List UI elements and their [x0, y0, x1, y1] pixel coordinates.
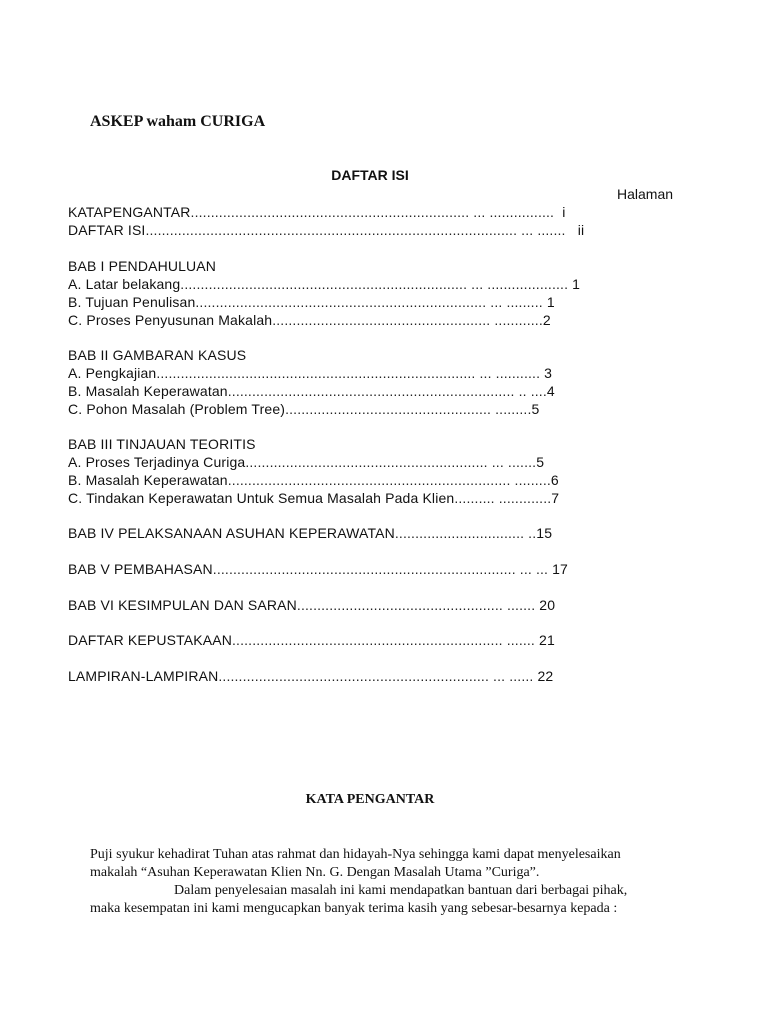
toc-entry — [68, 524, 552, 542]
toc-page-number: 20 — [535, 597, 556, 613]
toc-leader: ....................................................................... .. .... — [227, 383, 547, 399]
toc-page-number: ii — [565, 222, 585, 238]
toc-leader: ..................................................................... ... ................ — [190, 204, 555, 220]
paragraph-line: maka kesempatan ini kami mengucapkan banyak terima kasih yang sebesar-besarnya kepada : — [90, 901, 618, 916]
toc-leader: ................................................................... ... ...... — [218, 668, 534, 684]
toc-leader: ............................................................................... ... ........... — [156, 365, 541, 381]
paragraph-line: makalah “Asuhan Keperawatan Klien Nn. G. Dengan Masalah Utama ”Curiga”. — [90, 865, 540, 880]
toc-entry — [68, 203, 565, 221]
toc-page-number: 17 — [548, 561, 568, 577]
toc-leader: ............................................................................................ ... ....... — [145, 222, 566, 238]
toc-entry-text: BAB II GAMBARAN KASUS — [68, 347, 247, 363]
toc-leader: ................................................... ....... — [296, 597, 536, 613]
toc-page-number: 2 — [542, 312, 551, 328]
toc-entry-text: BAB III TINJAUAN TEORITIS — [68, 436, 256, 452]
toc-leader: ........................................................................... ... ... — [212, 561, 549, 577]
toc-entry — [68, 311, 551, 329]
toc-leader: ................................ .. — [394, 525, 537, 541]
page-column-label: Halaman — [617, 186, 674, 202]
toc-leader: ................................................................... ....... — [232, 632, 535, 648]
toc-page-number: 4 — [546, 383, 555, 399]
toc-section-heading — [68, 435, 256, 453]
toc-entry-text: BAB VI KESIMPULAN DAN SARAN — [68, 597, 297, 613]
toc-page-number: 1 — [568, 276, 581, 292]
toc-entry — [68, 453, 544, 471]
toc-entry — [68, 667, 553, 685]
toc-entry — [68, 596, 555, 614]
toc-entry-text: C. Pohon Masalah (Problem Tree) — [68, 401, 286, 417]
toc-entry-text: C. Proses Penyusunan Makalah — [68, 312, 273, 328]
toc-leader: ................................................... ......... — [285, 401, 532, 417]
toc-entry — [68, 364, 552, 382]
toc-entry-text: A. Pengkajian — [68, 365, 157, 381]
toc-entry-text: BAB IV PELAKSANAAN ASUHAN KEPERAWATAN — [68, 525, 395, 541]
toc-page-number: 1 — [542, 294, 555, 310]
toc-entry — [68, 382, 555, 400]
toc-leader: ....................................................................... ... .................... — [180, 276, 569, 292]
toc-entry-text: C. Tindakan Keperawatan Untuk Semua Masalah Pada Klien — [68, 490, 455, 506]
kata-pengantar-heading: KATA PENGANTAR — [305, 792, 435, 807]
toc-section-heading — [68, 257, 216, 275]
toc-entry — [68, 471, 559, 489]
toc-page-number: 22 — [533, 668, 554, 684]
toc-page-number: i — [554, 204, 566, 220]
toc-entry-text: BAB I PENDAHULUAN — [68, 258, 217, 274]
toc-entry-text: LAMPIRAN-LAMPIRAN — [68, 668, 219, 684]
toc-section-heading — [68, 346, 246, 364]
paragraph-line: Puji syukur kehadirat Tuhan atas rahmat dan hidayah-Nya sehingga kami dapat menyelesaikan — [90, 847, 621, 862]
toc-entry — [68, 275, 580, 293]
toc-entry-text: DAFTAR KEPUSTAKAAN — [68, 632, 232, 648]
toc-page-number: 6 — [550, 472, 559, 488]
toc-page-number: 3 — [540, 365, 553, 381]
document-title: ASKEP waham CURIGA — [90, 113, 266, 130]
toc-page-number: 5 — [531, 401, 540, 417]
toc-entry-text: A. Proses Terjadinya Curiga — [68, 454, 246, 470]
toc-page-number: 7 — [551, 490, 560, 506]
toc-entry — [68, 560, 568, 578]
toc-entry-text: B. Masalah Keperawatan — [68, 383, 228, 399]
toc-leader: ...................................................................... ......... — [227, 472, 551, 488]
toc-page-number: 21 — [534, 632, 555, 648]
toc-entry-text: BAB V PEMBAHASAN — [68, 561, 213, 577]
toc-heading: DAFTAR ISI — [331, 167, 409, 183]
toc-leader: .......... ............. — [454, 490, 552, 506]
toc-leader: ............................................................ ... ....... — [245, 454, 537, 470]
toc-entry-text: A. Latar belakang — [68, 276, 181, 292]
toc-entry — [68, 400, 539, 418]
toc-page-number: 5 — [536, 454, 545, 470]
paragraph-line: Dalam penyelesaian masalah ini kami mendapatkan bantuan dari berbagai pihak, — [90, 883, 628, 898]
toc-leader: ...................................................... ............ — [272, 312, 543, 328]
toc-entry — [68, 293, 555, 311]
toc-entry — [68, 489, 559, 507]
toc-entry — [68, 631, 555, 649]
toc-page-number: 15 — [536, 525, 553, 541]
toc-entry-text: DAFTAR ISI — [68, 222, 146, 238]
toc-entry-text: KATAPENGANTAR — [68, 204, 191, 220]
toc-entry — [68, 221, 584, 239]
toc-entry-text: B. Tujuan Penulisan — [68, 294, 196, 310]
toc-entry-text: B. Masalah Keperawatan — [68, 472, 228, 488]
toc-leader: ........................................................................ ... ......... — [195, 294, 543, 310]
